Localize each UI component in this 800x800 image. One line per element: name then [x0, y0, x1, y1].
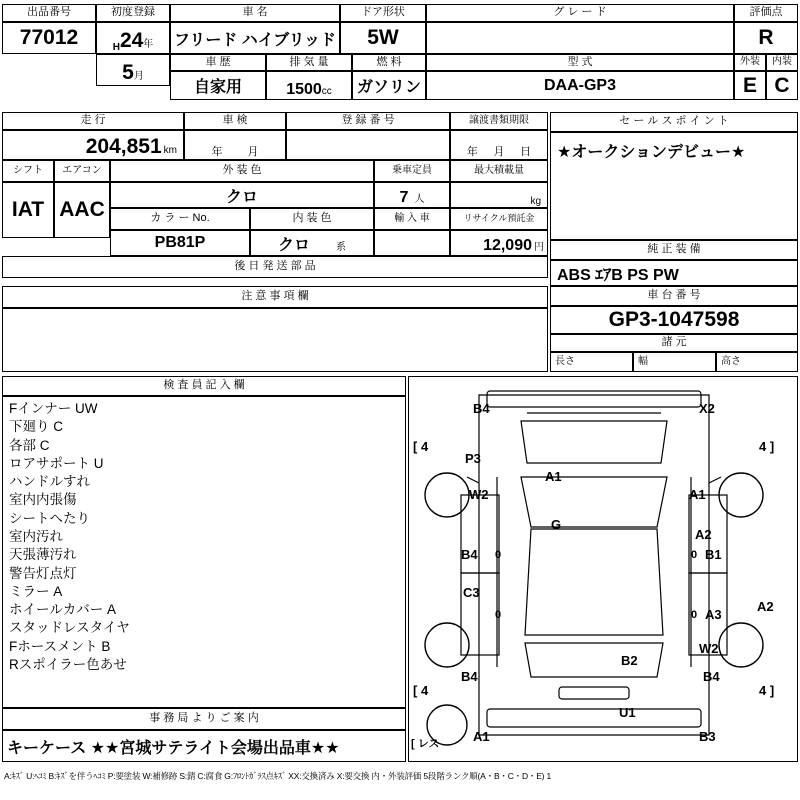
seat-capacity-label: 乗車定員: [374, 160, 450, 182]
aircon-value: AAC: [54, 182, 110, 238]
mark-bracket-right-bottom: 4 ]: [759, 683, 775, 698]
color-number-label: カ ラ ー No.: [110, 208, 250, 230]
factory-equipment-label: 純 正 装 備: [550, 240, 798, 260]
mark-bracket-left-bottom: [ 4: [413, 683, 429, 698]
inspector-note-line: ロアサポート U: [9, 455, 104, 471]
displacement-value-cell: [266, 71, 352, 100]
first-reg-year-unit: 年: [143, 39, 154, 50]
mark-zero-right-mid: 0: [691, 549, 698, 561]
recycle-deposit-label: リサイクル預託金: [450, 208, 548, 230]
transfer-day-unit: 日: [520, 146, 532, 158]
door-shape-value: 5W: [340, 22, 426, 54]
office-notice-text: キーケース ★★宮城サテライト会場出品車★★: [7, 740, 340, 757]
sales-point-box: [550, 132, 798, 240]
inspector-note-line: 警告灯点灯: [9, 565, 77, 581]
mark-b4-left-mid: B4: [461, 547, 478, 562]
inspector-note-line: 天張薄汚れ: [9, 547, 77, 563]
inspector-note-line: 室内汚れ: [9, 528, 63, 544]
transfer-deadline-value: [450, 130, 548, 160]
inspector-note-line: Fホースメント B: [9, 638, 111, 654]
legend-footer: A:ｷｽﾞ U:ﾍｺﾐ B:ｷｽﾞを伴うﾍｺﾐ P:要塗装 W:補修跡 S:錆 C:腐食 G:ﾌﾛﾝﾄｶﾞﾗｽ点ｷｽﾞ XX:交換済み X:要交換 内・外装評価 5段階ランク順(A・B・C・D・E) 1: [4, 771, 551, 781]
first-reg-year-value: 24: [119, 29, 144, 52]
factory-equipment-value: ABS ｴｱB PS PW: [557, 267, 679, 284]
displacement-value: 1500: [286, 81, 322, 98]
mark-b4-left-lower: B4: [461, 669, 478, 684]
sales-point-value: ★オークションデビュー★: [557, 144, 746, 161]
inspector-note-line: 室内内張傷: [9, 492, 77, 508]
mark-w2-right-lower: W2: [699, 641, 719, 656]
recycle-deposit-value-cell: [450, 230, 548, 256]
seat-capacity-value-cell: [374, 182, 450, 208]
car-name-label: 車 名: [170, 4, 340, 22]
exterior-grade-label: 外装: [734, 54, 766, 71]
shift-value: IAT: [2, 182, 54, 238]
mark-x2-top-right: X2: [699, 401, 715, 416]
mark-b1-right: B1: [705, 547, 722, 562]
mileage-value-cell: [2, 130, 184, 160]
mark-b4-right-lower: B4: [703, 669, 720, 684]
inspector-note-line: ミラー A: [9, 583, 63, 599]
fuel-value: ガソリン: [352, 71, 426, 100]
interior-color-suffix: 系: [336, 242, 346, 253]
recycle-deposit-unit: 円: [534, 242, 544, 253]
mileage-value: 204,851: [85, 135, 162, 158]
first-reg-era: H: [112, 42, 120, 53]
inspector-note-line: シートへたり: [9, 510, 90, 526]
dimensions-label: 諸 元: [550, 334, 798, 352]
mark-b2-center: B2: [621, 653, 638, 668]
mark-zero-left-mid: 0: [495, 549, 502, 561]
car-name-value: フリード ハイブリッド: [170, 22, 340, 54]
sales-point-label: セ ー ル ス ポ イ ン ト: [550, 112, 798, 132]
imported-car-label: 輸 入 車: [374, 208, 450, 230]
seat-capacity-unit: 人: [414, 194, 425, 205]
mark-bracket-right-top: 4 ]: [759, 439, 775, 454]
mark-zero-right-lower: 0: [691, 609, 698, 621]
grade-value: [426, 22, 734, 54]
max-load-value-cell: [450, 182, 548, 208]
inspector-note-line: スタッドレスタイヤ: [9, 620, 130, 636]
shaken-month-unit: 月: [247, 146, 259, 158]
displacement-unit: cc: [321, 86, 332, 97]
mark-zero-left-lower: 0: [495, 609, 502, 621]
inspector-notes-box: [2, 396, 406, 708]
factory-equipment-box: [550, 260, 798, 286]
height-label: 高さ: [716, 352, 798, 372]
later-shipment-parts-label: 後 日 発 送 部 品: [2, 256, 548, 278]
mark-p3: P3: [465, 451, 481, 466]
mileage-unit: km: [163, 145, 177, 156]
exterior-grade-value: E: [734, 71, 766, 100]
mark-bracket-left-top: [ 4: [413, 439, 429, 454]
mark-a2-right: A2: [695, 527, 712, 542]
model-code-label: 型 式: [426, 54, 734, 71]
inspector-note-line: Rスポイラー色あせ: [9, 656, 127, 672]
mark-res-bottom-left: [ レス: [411, 738, 440, 750]
office-notice-label: 事 務 局 よ り ご 案 内: [2, 708, 406, 730]
mark-a1-right-front: A1: [689, 487, 706, 502]
seat-capacity-value: 7: [399, 189, 409, 206]
history-value: 自家用: [170, 71, 266, 100]
mark-b4-top-left: B4: [473, 401, 490, 416]
first-registration-year: [96, 22, 170, 54]
score-value: R: [734, 22, 798, 54]
mark-a3-right: A3: [705, 607, 722, 622]
mark-a2-far-right: A2: [757, 599, 774, 614]
lot-number-label: 出品番号: [2, 4, 96, 22]
width-label: 幅: [633, 352, 716, 372]
notes-label: 注 意 事 項 欄: [2, 286, 548, 308]
exterior-color-value: クロ: [110, 182, 374, 208]
first-registration-month: [96, 54, 170, 86]
registration-number-value: [286, 130, 450, 160]
length-label: 長さ: [550, 352, 633, 372]
mark-c3-left: C3: [463, 585, 480, 600]
chassis-number-label: 車 台 番 号: [550, 286, 798, 306]
office-notice-box: [2, 730, 406, 762]
shaken-label: 車 検: [184, 112, 286, 130]
grade-label: グ レ ー ド: [426, 4, 734, 22]
mark-w2-left: W2: [469, 487, 489, 502]
lot-number-value: 77012: [2, 22, 96, 54]
first-registration-label: 初度登録: [96, 4, 170, 22]
inspector-note-line: 各部 C: [9, 437, 50, 453]
shift-label: シフト: [2, 160, 54, 182]
mileage-label: 走 行: [2, 112, 184, 130]
imported-car-value: [374, 230, 450, 256]
shaken-value-cell: [184, 130, 286, 160]
fuel-label: 燃 料: [352, 54, 426, 71]
score-label: 評価点: [734, 4, 798, 22]
interior-grade-label: 内装: [766, 54, 798, 71]
mark-u1-rear: U1: [619, 705, 636, 720]
model-code-value: DAA-GP3: [426, 71, 734, 100]
transfer-deadline-label: 譲渡書類期限: [450, 112, 548, 130]
displacement-label: 排 気 量: [266, 54, 352, 71]
inspector-notes-list: [3, 397, 405, 674]
mark-b3-rear-right: B3: [699, 729, 716, 744]
first-reg-month-unit: 月: [133, 71, 144, 82]
max-load-label: 最大積載量: [450, 160, 548, 182]
color-number-value: PB81P: [110, 230, 250, 256]
registration-number-label: 登 録 番 号: [286, 112, 450, 130]
mark-a1-hood: A1: [545, 469, 562, 484]
inspector-notes-label: 検 査 員 記 入 欄: [2, 376, 406, 396]
first-reg-month-value: 5: [122, 61, 134, 84]
inspector-note-line: Fインナー UW: [9, 401, 98, 416]
inspector-note-line: 下廻り C: [9, 419, 63, 435]
aircon-label: エアコン: [54, 160, 110, 182]
transfer-year-unit: 年: [466, 146, 478, 158]
recycle-deposit-value: 12,090: [483, 237, 532, 254]
interior-grade-value: C: [766, 71, 798, 100]
transfer-month-unit: 月: [493, 146, 505, 158]
inspector-note-line: ハンドルすれ: [9, 474, 90, 490]
mark-g-center: G: [551, 517, 562, 532]
max-load-unit: kg: [530, 196, 541, 207]
interior-color-value-cell: [250, 230, 374, 256]
car-damage-diagram: [408, 376, 798, 762]
door-shape-label: ドア形状: [340, 4, 426, 22]
interior-color-value: クロ: [277, 237, 310, 254]
exterior-color-label: 外 装 色: [110, 160, 374, 182]
mark-a1-rear-left: A1: [473, 729, 490, 744]
car-outline-svg: [409, 377, 797, 761]
chassis-number-value: GP3-1047598: [550, 306, 798, 334]
notes-value: [2, 308, 548, 372]
interior-color-label: 内 装 色: [250, 208, 374, 230]
shaken-year-unit: 年: [211, 146, 223, 158]
inspector-note-line: ホイールカバー A: [9, 602, 116, 618]
history-label: 車 歴: [170, 54, 266, 71]
